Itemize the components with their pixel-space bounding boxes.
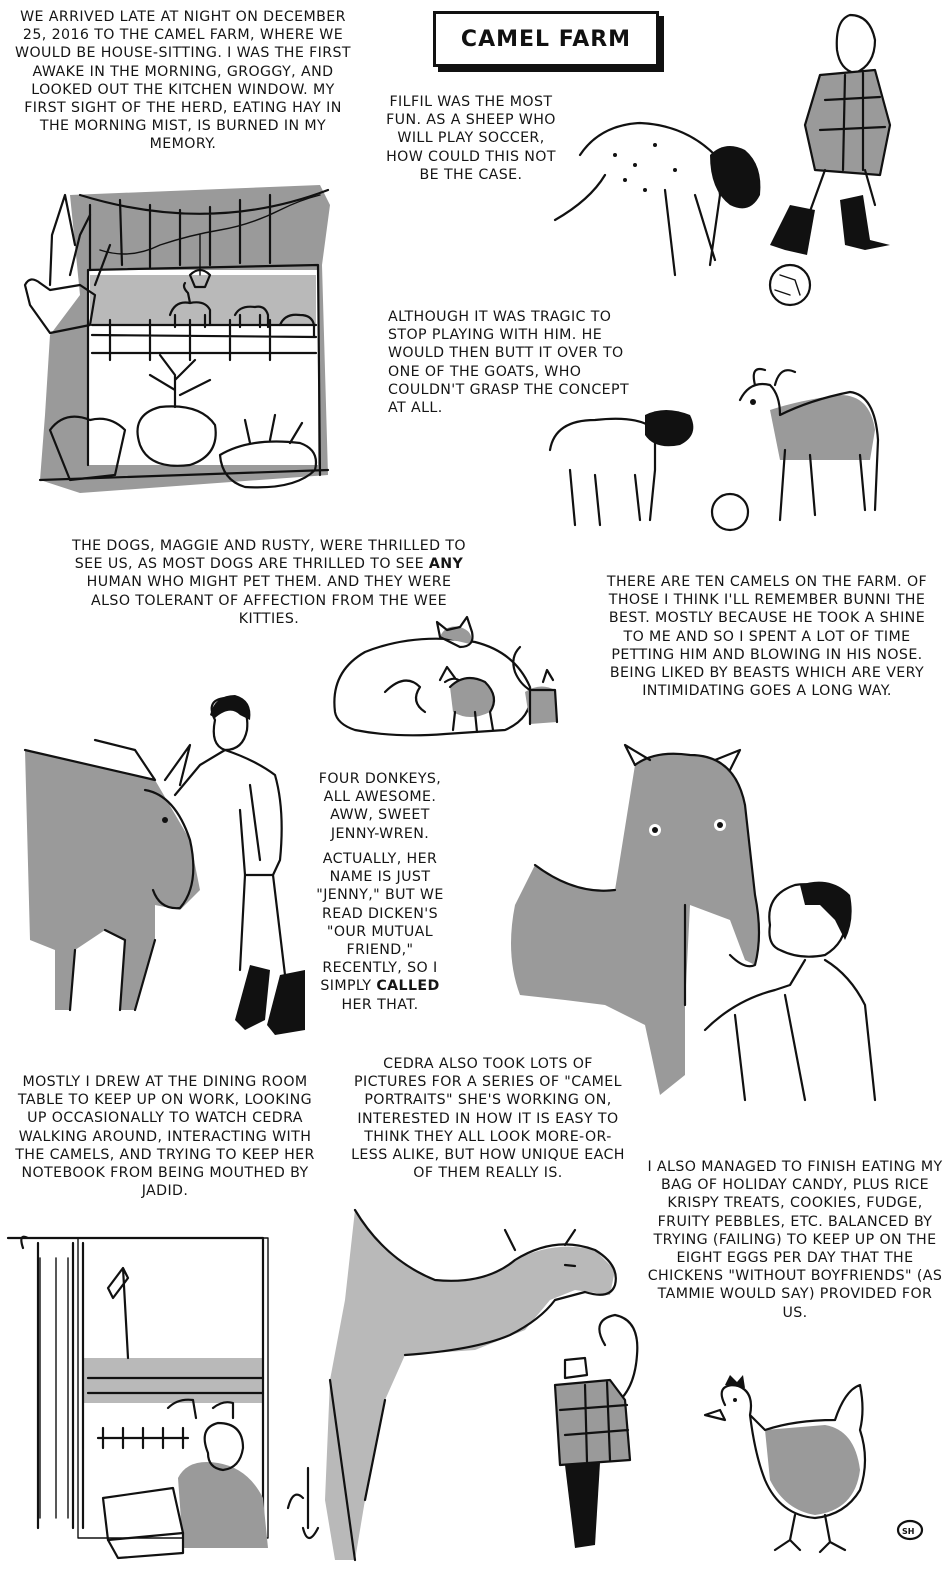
donkey-jenny <box>25 740 200 1010</box>
emphasis-any: ANY <box>428 556 464 573</box>
caption-camels: THERE ARE TEN CAMELS ON THE FARM. OF THOSE I THINK I'LL REMEMBER BUNNI THE BEST. MOSTLY BECAUSE HE TOOK A SHINE TO ME AND SO I SPENT A LOT OF TIME PETTING HIM AND BLOWING IN HIS NOSE. BEING LIKED BY BEASTS WHICH ARE VERY INTIMIDATING GOES A LONG WAY. <box>606 574 928 700</box>
caption-jenny: ACTUALLY, HER NAME IS JUST "JENNY," BUT WE READ DICKEN'S "OUR MUTUAL FRIEND," RECENTLY, SO I SIMPLY CALLED HER THAT. <box>316 851 444 1013</box>
comic-title: CAMEL FARM <box>460 26 632 52</box>
soccer-ball-2 <box>712 494 748 530</box>
donkey-illustration <box>15 690 315 1055</box>
emphasis-called: CALLED <box>376 978 440 995</box>
dogs-kitties-illustration <box>325 612 565 747</box>
chicken-figure <box>705 1375 865 1552</box>
caption-donkeys: FOUR DONKEYS, ALL AWESOME. AWW, SWEET JENNY-WREN. <box>318 771 442 842</box>
chicken-illustration <box>695 1370 940 1560</box>
sheep-standing <box>550 410 693 525</box>
caption-portraits: CEDRA ALSO TOOK LOTS OF PICTURES FOR A SERIES OF "CAMEL PORTRAITS" SHE'S WORKING ON, INTERESTED IN HOW IT IS EASY TO THINK THEY ALL LOOK MORE-OR-LESS ALIKE, BUT HOW UNIQUE EACH OF THEM REALLY IS. <box>351 1056 625 1182</box>
drawer-figure <box>103 1423 318 1558</box>
kitty-group <box>437 617 557 732</box>
caption-candy: I ALSO MANAGED TO FINISH EATING MY BAG OF HOLIDAY CANDY, PLUS RICE KRISPY TREATS, COOKIES, FUDGE, FRUITY PEBBLES, ETC. BALANCED BY TRYING (FAILING) TO KEEP UP ON THE EIGHT EGGS PER DAY THAT THE CHICKENS "WITHOUT BOYFRIENDS" (AS TAMMIE WOULD SAY) PROVIDED FOR US. <box>647 1159 943 1321</box>
camel-bunni-illustration <box>505 745 890 1100</box>
soccer-ball <box>770 265 810 305</box>
camel-portrait-illustration <box>325 1200 645 1570</box>
sheep-filfil <box>555 123 760 275</box>
signature: SH <box>902 1527 915 1536</box>
caption-drawing: MOSTLY I DREW AT THE DINING ROOM TABLE TO KEEP UP ON WORK, LOOKING UP OCCASIONALLY TO WATCH CEDRA WALKING AROUND, INTERACTING WITH THE CAMELS, AND TRYING TO KEEP HER NOTEBOOK FROM BEING MOUTHED BY JADID. <box>15 1074 315 1200</box>
caption-arrival: WE ARRIVED LATE AT NIGHT ON DECEMBER 25, 2016 TO THE CAMEL FARM, WHERE WE WOULD BE HOUSE-SITTING. I WAS THE FIRST AWAKE IN THE MORNING, GROGGY, AND LOOKED OUT THE KITCHEN WINDOW. MY FIRST SIGHT OF THE HERD, EATING HAY IN THE MORNING MIST, IS BURNED IN MY MEMORY. <box>15 9 351 153</box>
kitchen-window-illustration <box>10 175 345 505</box>
camel-bunni <box>511 745 760 1095</box>
dining-room-illustration <box>8 1228 338 1568</box>
dog-sleeping <box>334 639 530 736</box>
caption-dogs: THE DOGS, MAGGIE AND RUSTY, WERE THRILLED TO SEE US, AS MOST DOGS ARE THRILLED TO SEE ANY HUMAN WHO MIGHT PET THEM. AND THEY WERE ALSO TOLERANT OF AFFECTION FROM THE WEE KITTIES. <box>72 538 466 627</box>
cedra-camera <box>555 1315 637 1548</box>
goat-figure <box>740 369 878 520</box>
caption-goats: ALTHOUGH IT WAS TRAGIC TO STOP PLAYING WITH HIM. HE WOULD THEN BUTT IT OVER TO ONE OF THE GOATS, WHO COULDN'T GRASP THE CONCEPT AT ALL. <box>388 309 630 417</box>
sheep-soccer-illustration <box>545 5 940 310</box>
cedra-figure <box>770 15 890 255</box>
caption-filfil: FILFIL WAS THE MOST FUN. AS A SHEEP WHO WILL PLAY SOCCER, HOW COULD THIS NOT BE THE CASE. <box>386 94 556 183</box>
goats-illustration <box>540 360 890 540</box>
